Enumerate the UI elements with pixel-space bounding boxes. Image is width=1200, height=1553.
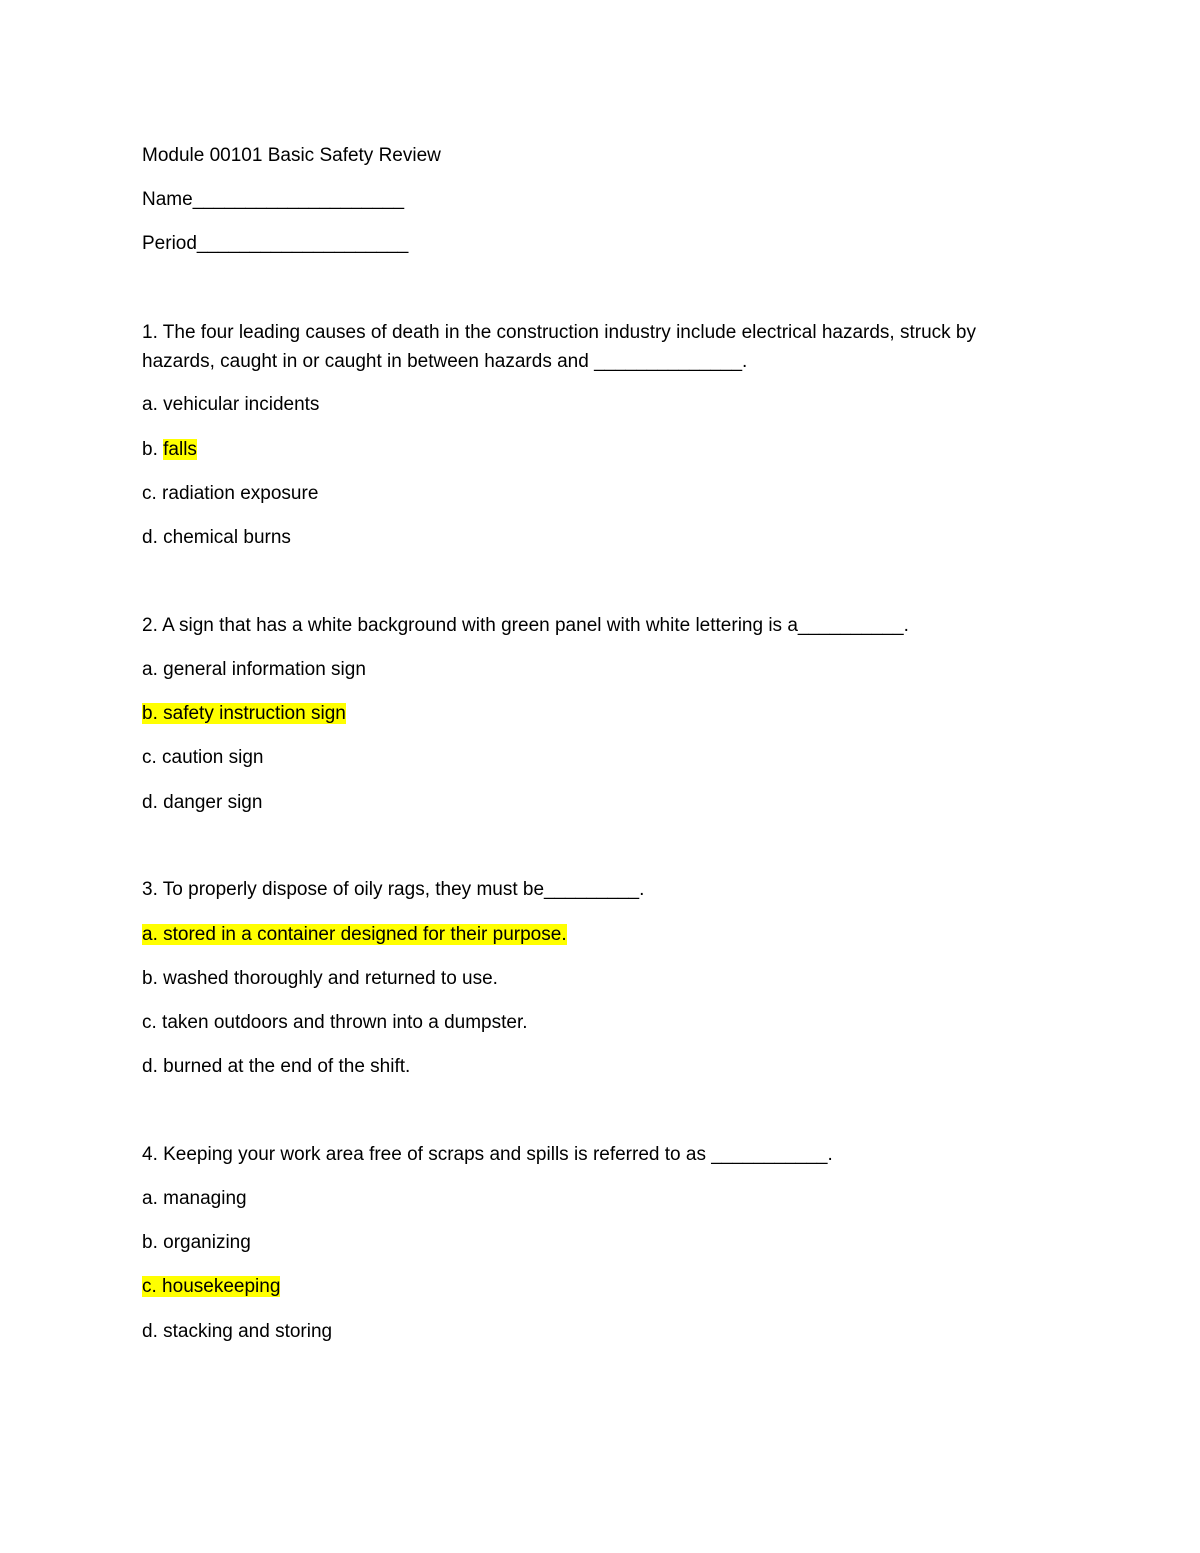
question-3-option-c: c. taken outdoors and thrown into a dumpster. — [142, 1012, 528, 1033]
question-2-option-c: c. caution sign — [142, 747, 264, 768]
question-2-option-a: a. general information sign — [142, 659, 366, 680]
question-4-stem: 4. Keeping your work area free of scraps and spills is referred to as ___________. — [142, 1144, 833, 1165]
answer-highlight: c. housekeeping — [142, 1276, 281, 1297]
document-title: Module 00101 Basic Safety Review — [142, 145, 441, 166]
answer-highlight: falls — [163, 439, 197, 460]
question-1-option-a: a. vehicular incidents — [142, 394, 320, 415]
name-field — [142, 188, 404, 212]
option-prefix: b. — [142, 439, 164, 460]
name-blank: ____________________ — [192, 189, 405, 210]
question-1-option-d: d. chemical burns — [142, 527, 291, 548]
question-1-stem: 1. The four leading causes of death in the construction industry include electrical hazards, struck by hazards, caught in or caught in between hazards and ______________. — [142, 322, 976, 372]
period-field — [142, 232, 408, 256]
question-3-stem: 3. To properly dispose of oily rags, they must be_________. — [142, 879, 645, 900]
question-1-option-b — [142, 438, 197, 462]
question-3-option-b: b. washed thoroughly and returned to use. — [142, 968, 498, 989]
question-2-option-d: d. danger sign — [142, 792, 263, 813]
question-4-option-b: b. organizing — [142, 1232, 251, 1253]
question-3-option-d: d. burned at the end of the shift. — [142, 1056, 411, 1077]
period-label: Period — [142, 233, 197, 254]
question-2-option-b — [142, 702, 346, 726]
answer-highlight: a. stored in a container designed for their purpose. — [142, 924, 567, 945]
question-4-option-c — [142, 1275, 280, 1299]
name-label: Name — [142, 189, 193, 210]
answer-highlight: b. safety instruction sign — [142, 703, 346, 724]
question-4-option-d: d. stacking and storing — [142, 1321, 333, 1342]
period-blank: ____________________ — [196, 233, 409, 254]
question-4-option-a: a. managing — [142, 1188, 247, 1209]
question-2-stem: 2. A sign that has a white background with green panel with white lettering is a__________. — [142, 615, 909, 636]
question-3-option-a — [142, 923, 567, 947]
question-1-option-c: c. radiation exposure — [142, 483, 319, 504]
